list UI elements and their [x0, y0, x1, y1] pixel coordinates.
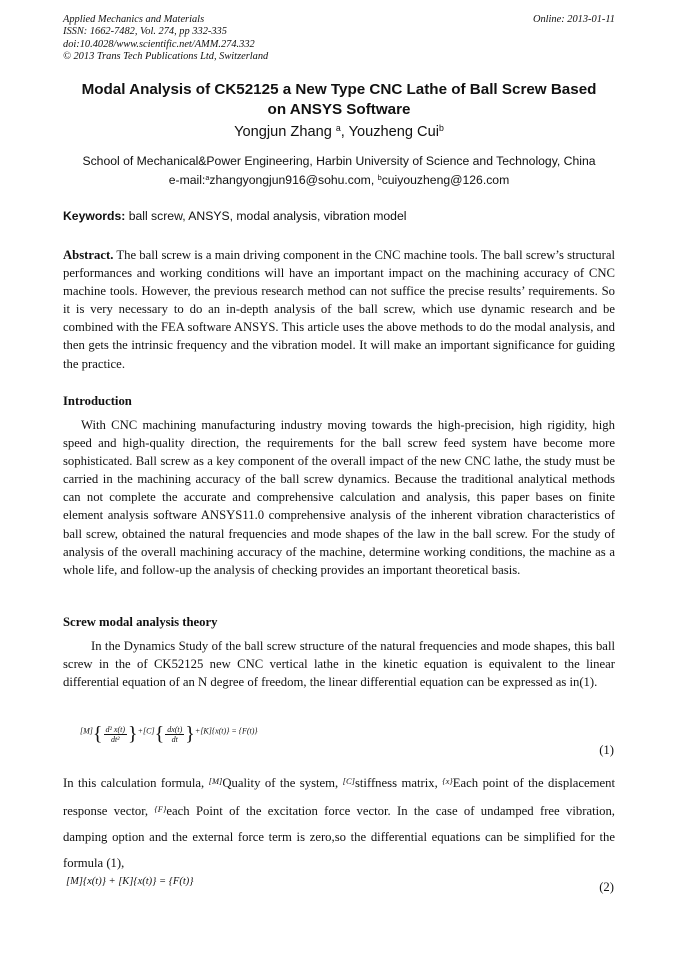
email-address: zhangyongjun916@sohu.com,	[209, 173, 378, 187]
explanation-text: stiffness matrix,	[354, 776, 443, 790]
doi-line: doi:10.4028/www.scientific.net/AMM.274.332	[63, 38, 255, 50]
equation-2: [M]{x(t)} + [K]{x(t)} = {F(t)}	[66, 876, 194, 887]
author-marker: a	[335, 123, 341, 134]
stiffness-matrix-symbol: [K]	[200, 726, 212, 736]
damping-symbol: [C]	[342, 776, 355, 786]
damping-matrix-symbol: [C]	[143, 726, 155, 736]
email-address: cuiyouzheng@126.com	[381, 173, 510, 187]
email-marker: b	[377, 172, 382, 182]
equation-number-1: (1)	[599, 743, 614, 757]
fraction-denominator: dt²	[110, 735, 120, 744]
plus-sign: +	[194, 726, 201, 736]
author-list	[63, 124, 615, 140]
theory-text	[63, 637, 615, 691]
author-name: Yongjun Zhang	[234, 124, 332, 140]
introduction-text	[63, 416, 615, 579]
second-derivative-fraction	[104, 725, 128, 744]
first-derivative-fraction	[165, 725, 184, 744]
fraction-numerator: d² x(t)	[105, 725, 125, 734]
abstract-text: The ball screw is a main driving component in the CNC machine tools. The ball screw’s structural performances and working conditions will have an important impact on the machining accuracy of CNC machine tools. However, the previous research method can not suffice the precise results’ requirements. So it is very necessary to do an in-depth analysis of the ball screw, which use dynamic research and be combined with the FEA software ANSYS. This article uses the above methods to do the modal analysis, and then gets the intrinsic frequency and the vibration model. It will make an important significance for guiding the practice.	[63, 248, 615, 371]
paper-title	[63, 80, 615, 120]
mass-symbol: [M]	[208, 776, 223, 786]
journal-name: Applied Mechanics and Materials	[63, 14, 205, 25]
email-prefix: e-mail:	[168, 173, 206, 187]
title-line-1: Modal Analysis of CK52125 a New Type CNC Lathe of Ball Screw Based	[81, 81, 597, 98]
keywords-text: ball screw, ANSYS, modal analysis, vibration model	[125, 209, 407, 223]
formula-explanation	[63, 768, 615, 876]
abstract	[63, 246, 615, 373]
equation-number-2: (2)	[599, 880, 614, 894]
affiliation-block	[40, 152, 638, 190]
abstract-label: Abstract.	[63, 248, 114, 262]
email-marker: a	[205, 172, 210, 182]
equation-1: [M]{ $\frac{\text{d² x(t)}}{\text{dt²}}$ }$^{+[C]}${ $\frac{dx(t)}{dt}$ }$^{+[K]\{x(t)\} = \{F(t)\}}$	[80, 723, 258, 745]
issn-line: ISSN: 1662-7482, Vol. 274, pp 332-335	[63, 26, 227, 38]
online-date: Online: 2013-01-11	[532, 14, 615, 25]
explanation-text: Quality of the system,	[222, 776, 343, 790]
journal-header	[63, 14, 615, 64]
displacement-symbol: {x}	[442, 776, 453, 786]
mass-matrix-symbol: [M]	[80, 726, 93, 736]
plus-sign: +	[137, 726, 144, 736]
fraction-numerator: dx(t)	[167, 725, 183, 734]
keywords-label: Keywords:	[63, 209, 126, 223]
email-line	[40, 171, 638, 190]
explanation-text: Each point of the displacement response vector,	[63, 776, 615, 818]
section-heading-introduction: Introduction	[63, 394, 132, 408]
copyright-line: © 2013 Trans Tech Publications Ltd, Switzerland	[63, 51, 269, 63]
force-symbol: {F}	[154, 804, 167, 814]
explanation-text: In this calculation formula,	[63, 776, 209, 790]
theory-body: In the Dynamics Study of the ball screw structure of the natural frequencies and mode shapes, this ball screw in the of CK52125 new CNC vertical lathe in the kinetic equation is equivalent to the linear differential equation of an N degree of freedom, the linear differential equation can be expressed as in(1).	[63, 639, 615, 690]
title-line-2: on ANSYS Software	[267, 101, 411, 118]
introduction-body: With CNC machining manufacturing industry moving towards the high-precision, high rigidity, high speed and high-quality direction, the requirements for the ball screw feed system have become more sophisticated. Ball screw as a key component of the overall impact of the new CNC lathe, the study must be carried in the machining accuracy of the ball screw dynamics. Because the traditional analytical methods can not complete the accurate and comprehensive calculation and analysis, this paper bases on finite element analysis software ANSYS11.0 comprehensive analysis of the inherent vibration characteristics of ball screw, obtained the natural frequencies and mode shapes of the law in the ball screw. For the study of analysis of the overall machining accuracy of the machine, determine working conditions, the machine as a whole life, and follow-up the analysis of checking provides an important theoretical basis.	[63, 418, 615, 577]
author-name: Youzheng Cui	[348, 124, 439, 140]
explanation-text: each Point of the excitation force vector. In the case of undamped free vibration, damping option and the external force term is zero,so the differential equations can be simplified for the formula (1),	[63, 804, 615, 870]
affiliation: School of Mechanical&Power Engineering, Harbin University of Science and Technology, China	[82, 154, 596, 168]
author-separator: ,	[340, 124, 349, 140]
equation-rhs: {x(t)} = {F(t)}	[211, 726, 258, 736]
author-marker: b	[438, 123, 444, 134]
keywords	[63, 209, 615, 223]
section-heading-theory: Screw modal analysis theory	[63, 615, 218, 629]
fraction-denominator: dt	[171, 735, 178, 744]
